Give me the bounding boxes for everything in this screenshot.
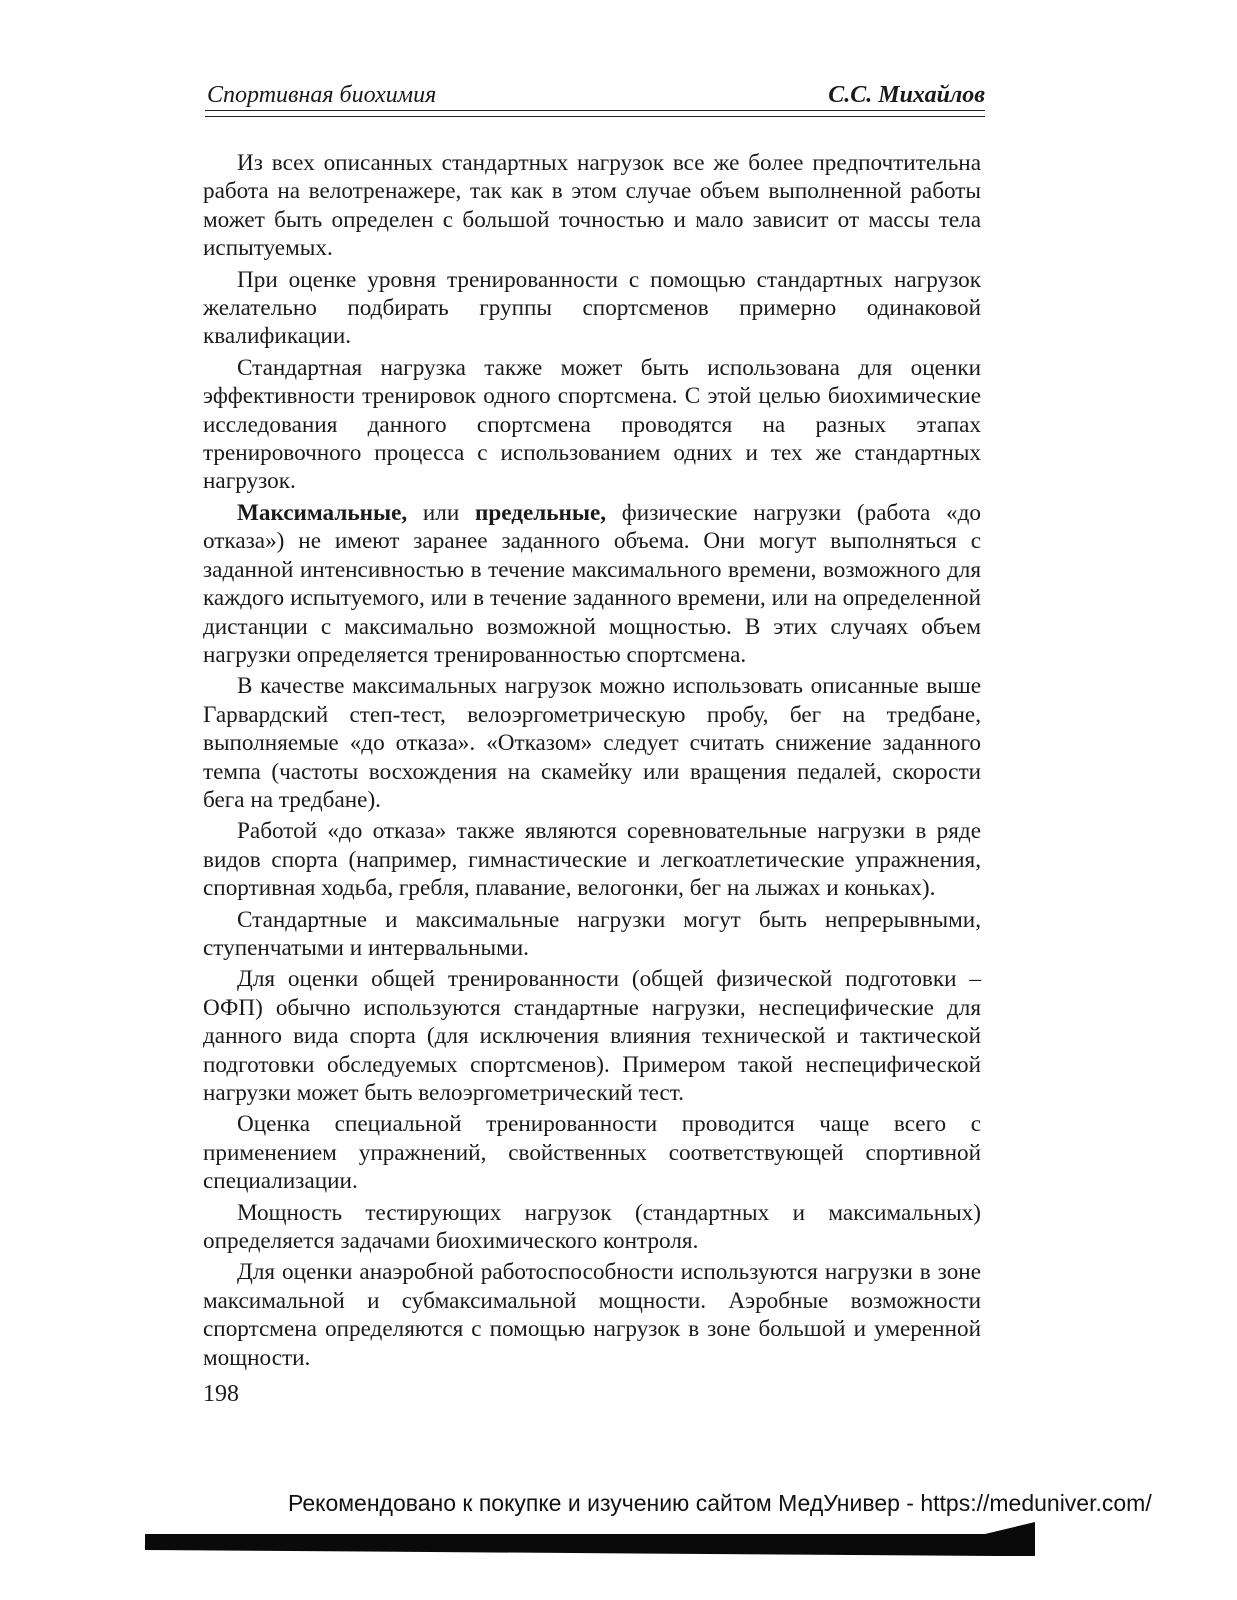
paragraph — [203, 499, 981, 669]
footer-recommendation: Рекомендовано к покупке и изучению сайтом МедУнивер - https://meduniver.com/ — [288, 1490, 1152, 1516]
paragraph-text: физические нагрузки (работа «до отказа») не имеют заранее заданного объема. Они могут выполняться с заданной интенсивностью в течение максимального времени, возможного для каждого испытуемого, или в течение заданного времени, или на определенной дистанции с максимально возможной мощностью. В этих случаях объем нагрузки определяется тренированностью спортсмена. — [203, 499, 982, 668]
scan-edge-bar-shape — [145, 1522, 1035, 1556]
term-maximal: Максимальные, — [237, 499, 408, 526]
book-title: Спортивная биохимия — [207, 82, 437, 108]
paragraph: Оценка специальной тренированности проводится чаще всего с применением упражнений, свойственных соответствующей спортивной специализации. — [203, 1111, 981, 1195]
paragraph: Мощность тестирующих нагрузок (стандартных и максимальных) определяется задачами биохимического контроля. — [203, 1199, 981, 1255]
paragraph: При оценке уровня тренированности с помощью стандартных нагрузок желательно подбирать группы спортсменов примерно одинаковой квалификации. — [203, 266, 981, 350]
header-rule-top — [205, 110, 985, 111]
paragraph: Стандартная нагрузка также может быть использована для оценки эффективности тренировок одного спортсмена. С этой целью биохимические исследования данного спортсмена проводятся на разных этапах тренировочного процесса с использованием одних и тех же стандартных нагрузок. — [203, 354, 981, 495]
term-connector: или — [407, 499, 475, 526]
header-rule-bottom — [205, 116, 985, 117]
paragraph: Работой «до отказа» также являются соревновательные нагрузки в ряде видов спорта (например, гимнастические и легкоатлетические упражнения, спортивная ходьба, гребля, плавание, велогонки, бег на лыжах и коньках). — [203, 818, 981, 902]
running-header — [205, 76, 985, 108]
paragraph: В качестве максимальных нагрузок можно использовать описанные выше Гарвардский степ-тест, велоэргометрическую пробу, бег на тредбане, выполняемые «до отказа». «Отказом» следует считать снижение заданного темпа (частоты восхождения на скамейку или вращения педалей, скорости бега на тредбане). — [203, 673, 981, 813]
author-name: С.С. Михайлов — [828, 82, 985, 108]
page-number: 198 — [203, 1381, 239, 1407]
term-limiting: предельные, — [474, 499, 607, 526]
paragraph: Для оценки анаэробной работоспособности используются нагрузки в зоне максимальной и субмаксимальной мощности. Аэробные возможности спортсмена определяются с помощью нагрузок в зоне большой и умеренной мощности. — [203, 1259, 981, 1371]
paragraph: Из всех описанных стандартных нагрузок все же более предпочтительна работа на велотренажере, так как в этом случае объем выполненной работы может быть определен с большой точностью и мало зависит от массы тела испытуемых. — [203, 150, 981, 262]
paragraph: Для оценки общей тренированности (общей физической подготовки – ОФП) обычно используются стандартные нагрузки, неспецифические для данного вида спорта (для исключения влияния технической и тактической подготовки обследуемых спортсменов). Примером такой неспецифической нагрузки может быть велоэргометрический тест. — [203, 966, 981, 1106]
paragraph: Стандартные и максимальные нагрузки могут быть непрерывными, ступенчатыми и интервальными. — [203, 906, 981, 961]
body-text — [203, 149, 981, 1375]
scan-edge-bar — [145, 1520, 1035, 1556]
